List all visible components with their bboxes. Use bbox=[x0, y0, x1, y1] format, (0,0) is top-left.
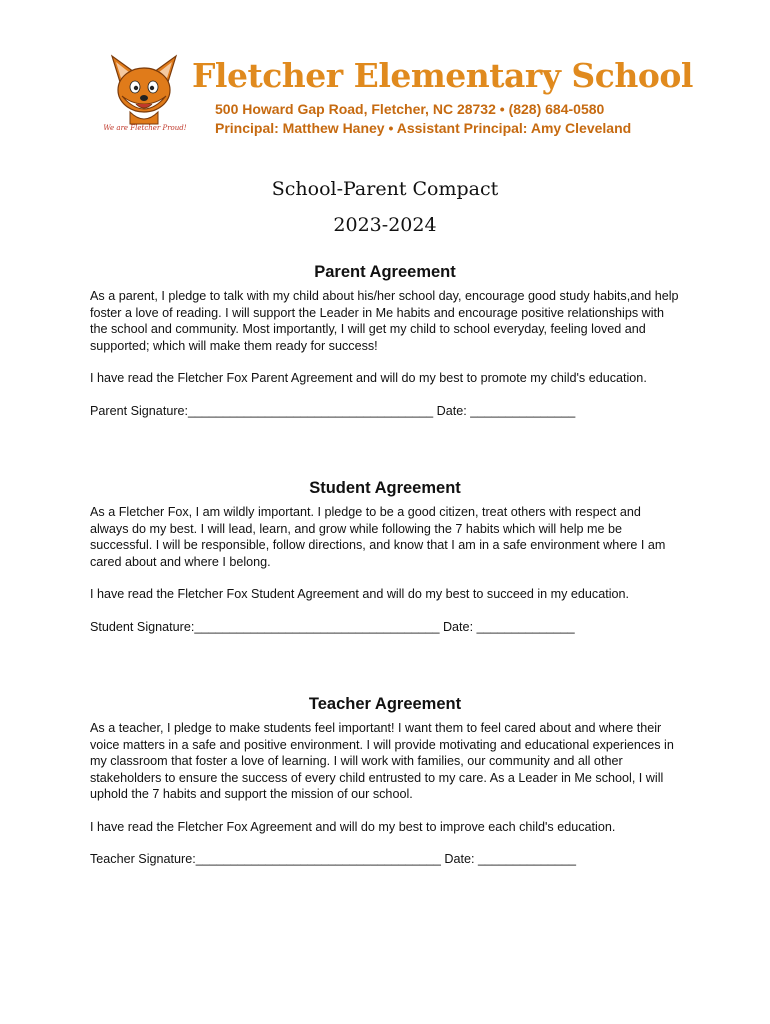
fox-mascot-logo bbox=[100, 52, 188, 138]
teacher-agreement-body: As a teacher, I pledge to make students feel important! I want them to feel cared about and where their voice matters in a safe and positive environment. I will provide motivating and educational experiences in my classroom that foster a love of learning. I will work with families, our community and all other stakeholders to ensure the success of every child entrusted to my care. As a Leader in Me school, I will uphold the 7 habits and support the mission of our school. bbox=[90, 721, 674, 801]
student-acknowledgement: I have read the Fletcher Fox Student Agreement and will do my best to succeed in my education. bbox=[90, 587, 630, 601]
school-name: Fletcher Elementary School bbox=[192, 56, 693, 95]
student-signature-line: Student Signature:___________________________________ Date: ______________ bbox=[90, 619, 575, 634]
logo-caption: We are Fletcher Proud! bbox=[103, 124, 187, 132]
teacher-acknowledgement: I have read the Fletcher Fox Agreement and will do my best to improve each child's education. bbox=[90, 819, 616, 834]
letterhead bbox=[100, 52, 693, 142]
school-principals: Principal: Matthew Haney • Assistant Principal: Amy Cleveland bbox=[215, 120, 632, 136]
parent-acknowledgement: I have read the Fletcher Fox Parent Agreement and will do my best to promote my child's education. bbox=[90, 371, 647, 385]
parent-signature-line: Parent Signature:___________________________________ Date: _______________ bbox=[90, 403, 576, 418]
parent-agreement-heading: Parent Agreement bbox=[314, 263, 456, 281]
document-year: 2023-2024 bbox=[333, 214, 437, 236]
parent-agreement-section bbox=[90, 263, 680, 419]
parent-agreement-body: As a parent, I pledge to talk with my child about his/her school day, encourage good study habits,and help foster a love of reading. I will support the Leader in Me habits and encourage positive relationships with the school and community. Most importantly, I will get my child to school everyday, feeling loved and supported; which will make them ready for success! bbox=[90, 289, 679, 353]
document-title: School-Parent Compact bbox=[271, 178, 499, 200]
teacher-signature-line: Teacher Signature:___________________________________ Date: ______________ bbox=[90, 852, 577, 866]
school-address: 500 Howard Gap Road, Fletcher, NC 28732 • (828) 684-0580 bbox=[215, 101, 605, 117]
student-agreement-section bbox=[90, 479, 680, 635]
teacher-agreement-section bbox=[90, 695, 680, 868]
student-agreement-heading: Student Agreement bbox=[309, 479, 461, 497]
teacher-agreement-heading: Teacher Agreement bbox=[308, 695, 462, 713]
student-agreement-body: As a Fletcher Fox, I am wildly important. I pledge to be a good citizen, treat others with respect and always do my best. I will lead, learn, and grow while following the 7 habits which will help me be successful. I will be responsible, follow directions, and know that I am in a safe environment where I am cared about and where I belong. bbox=[90, 505, 666, 569]
